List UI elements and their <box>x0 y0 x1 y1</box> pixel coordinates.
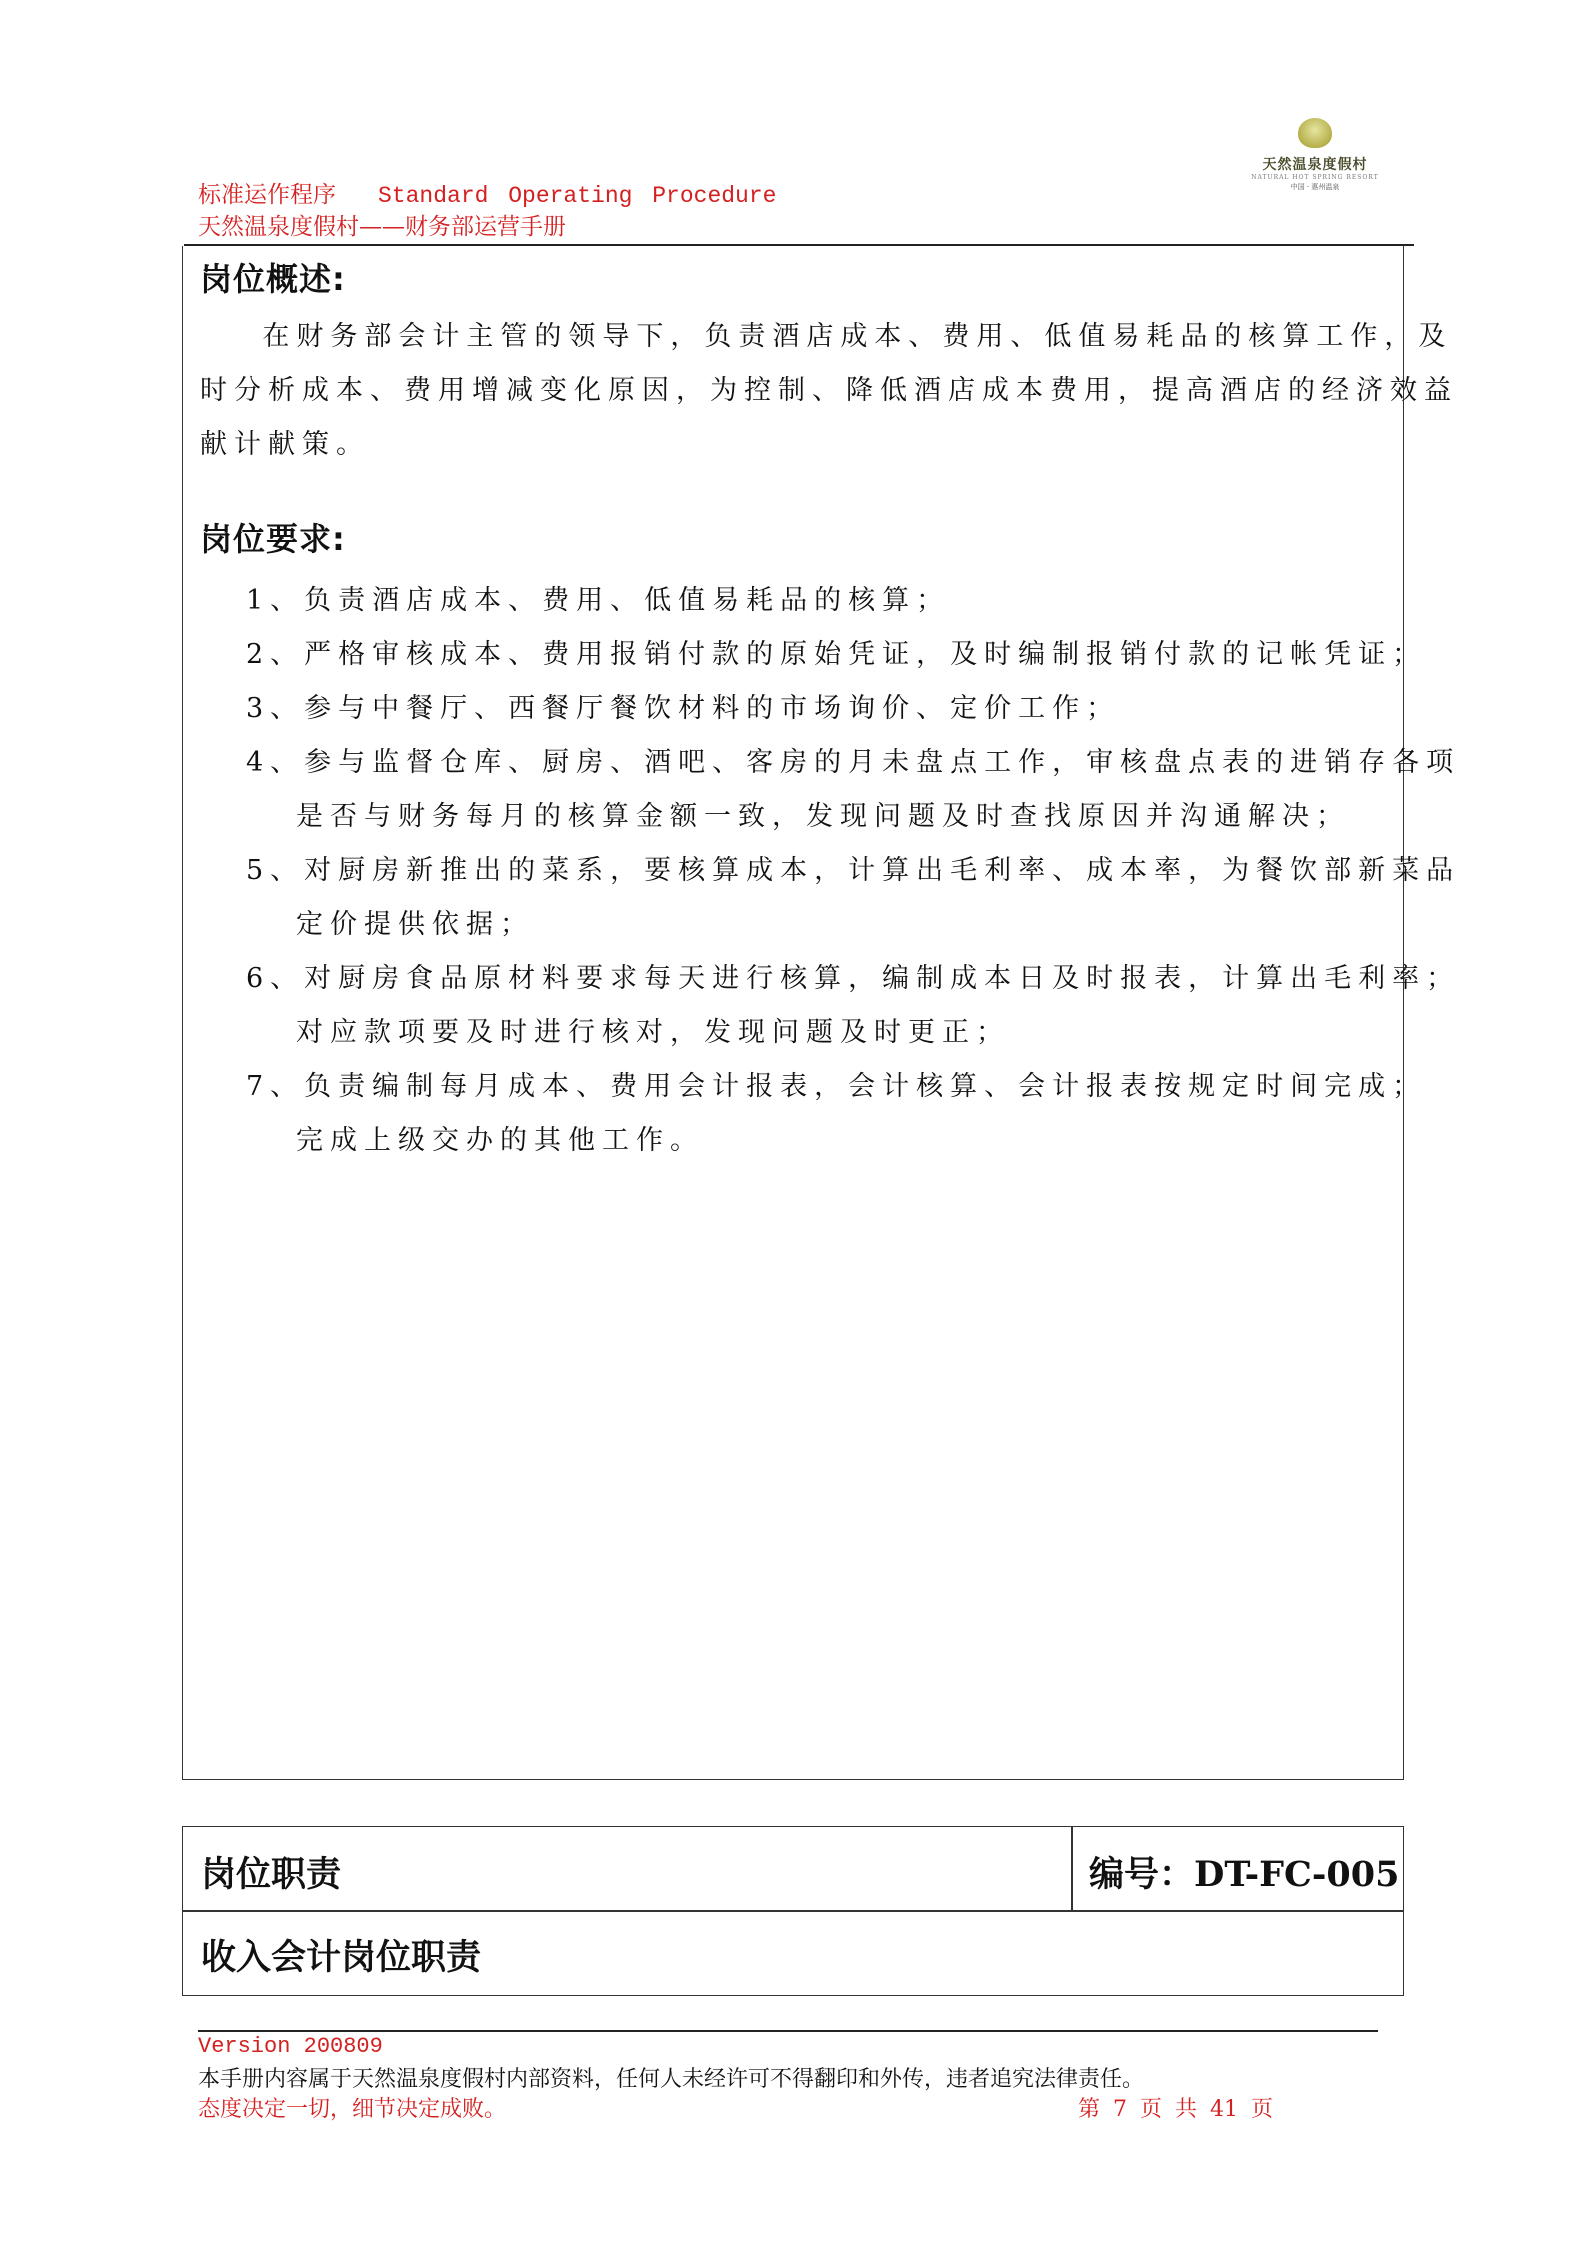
footer-motto: 态度决定一切，细节决定成败。 <box>198 2097 507 2122</box>
overview-title: 岗位概述: <box>200 260 346 298</box>
header-sop-cn: 标准运作程序 <box>198 182 336 208</box>
requirement-item-7: 7、负责编制每月成本、费用会计报表，会计核算、会计报表按规定时间完成； <box>246 1071 1427 1102</box>
logo-english-name: NATURAL HOT SPRING RESORT <box>1251 174 1379 181</box>
table-code-label: 编号： <box>1089 1855 1195 1895</box>
table-position-name: 收入会计岗位职责 <box>201 1938 482 1978</box>
overview-line-3: 献计献策。 <box>200 429 370 460</box>
table-row-divider <box>183 1910 1403 1912</box>
footer-version: Version 200809 <box>198 2034 383 2059</box>
table-category: 岗位职责 <box>201 1855 342 1895</box>
requirement-item-1: 1、负责酒店成本、费用、低值易耗品的核算； <box>246 585 951 616</box>
requirement-item-4-cont: 是否与财务每月的核算金额一致，发现问题及时查找原因并沟通解决； <box>296 801 1350 832</box>
requirements-title: 岗位要求: <box>200 520 346 558</box>
requirement-item-4: 4、参与监督仓库、厨房、酒吧、客房的月未盘点工作，审核盘点表的进销存各项 <box>246 747 1461 778</box>
overview-line-1: 在财务部会计主管的领导下，负责酒店成本、费用、低值易耗品的核算工作，及 <box>200 321 1453 352</box>
logo-location: 中国 · 惠州温泉 <box>1290 183 1340 191</box>
footer-notice: 本手册内容属于天然温泉度假村内部资料，任何人未经许可不得翻印和外传，违者追究法律责任。 <box>198 2067 1145 2092</box>
overview-line-2: 时分析成本、费用增减变化原因，为控制、降低酒店成本费用，提高酒店的经济效益 <box>200 375 1458 406</box>
resort-logo <box>1250 118 1380 198</box>
footer-page-number: 第 7 页 共 41 页 <box>1078 2097 1273 2122</box>
requirement-item-3: 3、参与中餐厅、西餐厅餐饮材料的市场询价、定价工作； <box>246 693 1121 724</box>
table-code <box>1089 1847 1399 1897</box>
footer-divider <box>198 2030 1378 2032</box>
requirement-item-2: 2、严格审核成本、费用报销付款的原始凭证，及时编制报销付款的记帐凭证； <box>246 639 1427 670</box>
header-sop-en: Standard Operating Procedure <box>378 183 777 209</box>
lotus-emblem-icon <box>1298 118 1332 148</box>
header-sop-line <box>198 176 776 209</box>
requirement-item-6: 6、对厨房食品原材料要求每天进行核算，编制成本日及时报表，计算出毛利率； <box>246 963 1461 994</box>
position-table <box>182 1826 1404 1996</box>
logo-brand-name: 天然温泉度假村 <box>1262 157 1368 173</box>
requirement-item-5: 5、对厨房新推出的菜系，要核算成本，计算出毛利率、成本率，为餐饮部新菜品 <box>246 855 1461 886</box>
requirement-item-6-cont: 对应款项要及时进行核对，发现问题及时更正； <box>296 1017 1010 1048</box>
table-code-value: DT-FC-005 <box>1194 1854 1400 1895</box>
table-column-divider <box>1071 1827 1073 1911</box>
requirement-item-5-cont: 定价提供依据； <box>296 909 534 940</box>
requirement-item-7-cont: 完成上级交办的其他工作。 <box>296 1125 704 1156</box>
header-manual-title: 天然温泉度假村——财务部运营手册 <box>198 214 566 240</box>
